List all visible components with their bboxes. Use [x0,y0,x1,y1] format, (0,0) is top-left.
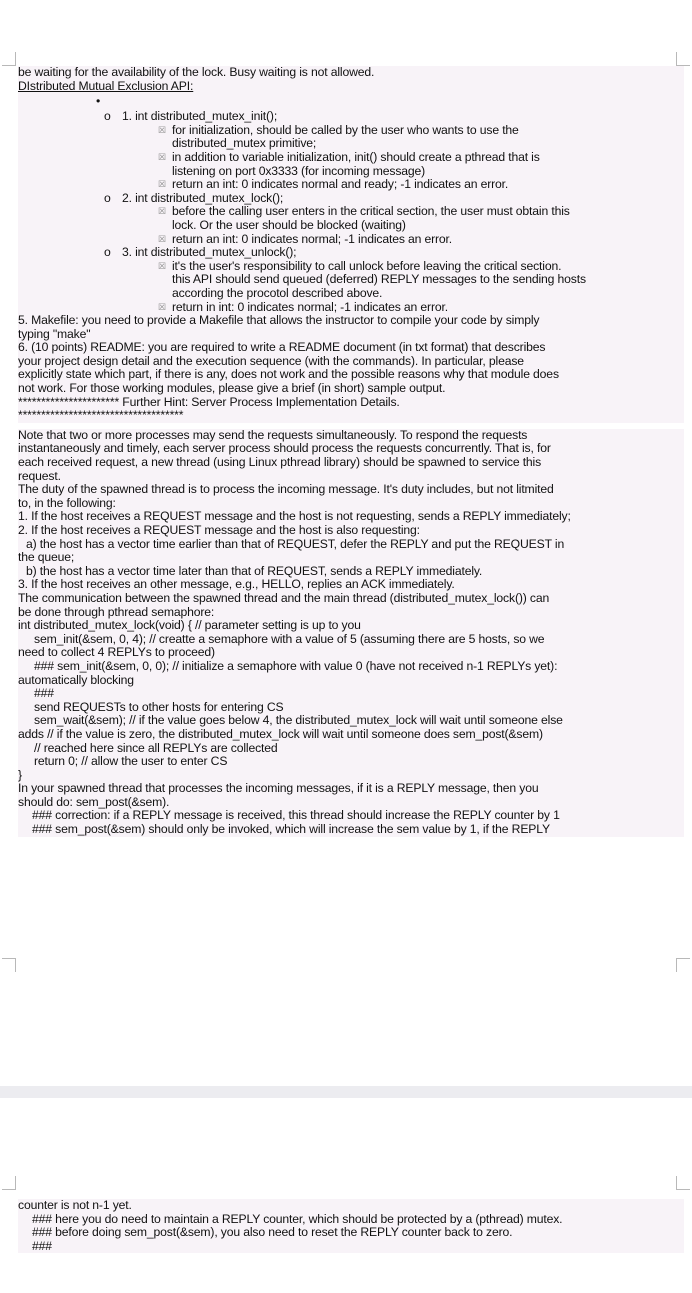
checkbox-bullet-icon: ☒ [158,301,166,312]
text-line: b) the host has a vector time later than that of REQUEST, sends a REPLY immediately. [18,565,684,579]
api-detail: ☒ it's the user's responsibility to call unlock before leaving the critical section. [18,260,684,274]
text-line: 3. If the host receives an other message, e.g., HELLO, replies an ACK immediately. [18,578,684,592]
text-line: the queue; [18,551,684,565]
api-detail: ☒ return an int: 0 indicates normal; -1 indicates an error. [18,233,684,247]
text-line: The duty of the spawned thread is to process the incoming message. It's duty includes, but not litmited [18,483,684,497]
text-line: explicitly state which part, if there is any, does not work and the possible reasons why that module does [18,368,684,382]
checkbox-bullet-icon: ☒ [158,124,166,135]
checkbox-bullet-icon: ☒ [158,260,166,271]
text-line: In your spawned thread that processes the incoming messages, if it is a REPLY message, then you [18,782,684,796]
code-line: sem_wait(&sem); // if the value goes below 4, the distributed_mutex_lock will wait until someone else [18,714,684,728]
api-detail-cont: listening on port 0x3333 (for incoming message) [18,165,684,179]
crop-mark [2,52,16,66]
text-line: ### [18,1240,684,1254]
code-line: ### sem_init(&sem, 0, 0); // initialize a semaphore with value 0 (have not received n-1 REPLYs yet): [18,660,684,674]
circle-bullet-icon: o [104,191,111,205]
checkbox-bullet-icon: ☒ [158,206,166,217]
text-line: your project design detail and the execution sequence (with the commands). In particular, please [18,355,684,369]
api-detail-cont: distributed_mutex primitive; [18,137,684,151]
api-detail: ☒ return an int: 0 indicates normal and ready; -1 indicates an error. [18,178,684,192]
api-detail-cont: according the procotol described above. [18,287,684,301]
text-line: each received request, a new thread (using Linux pthread library) should be spawned to service this [18,456,684,470]
page-separator [0,1086,692,1098]
text-line: ### before doing sem_post(&sem), you also need to reset the REPLY counter back to zero. [18,1226,684,1240]
text-line: request. [18,470,684,484]
bullet-icon: • [96,94,101,109]
api-detail-cont: lock. Or the user should be blocked (waiting) [18,219,684,233]
text-line: a) the host has a vector time earlier than that of REQUEST, defer the REPLY and put the REQUEST in [18,538,684,552]
api-detail: ☒ in addition to variable initialization, init() should create a pthread that is [18,151,684,165]
document-page-2 [0,1098,692,1293]
code-line: ### [18,687,684,701]
text-line: The communication between the spawned thread and the main thread (distributed_mutex_lock()) can [18,592,684,606]
page-2-text [18,1199,684,1253]
text-line: instantaneously and timely, each server process should process the requests concurrently. That is, for [18,442,684,456]
code-line: need to collect 4 REPLYs to proceed) [18,646,684,660]
hint-heading: ********************** Further Hint: Server Process Implementation Details. [18,396,684,410]
code-line: int distributed_mutex_lock(void) { // parameter setting is up to you [18,619,684,633]
text-line: ### sem_post(&sem) should only be invoked, which will increase the sem value by 1, if the REPLY [18,823,684,837]
text-line: should do: sem_post(&sem). [18,796,684,810]
api-detail: ☒ before the calling user enters in the critical section, the user must obtain this [18,205,684,219]
section-heading: DIstributed Mutual Exclusion API: [18,80,684,94]
circle-bullet-icon: o [104,246,111,260]
code-line: } [18,769,684,783]
code-line: automatically blocking [18,674,684,688]
text-line: be done through pthread semaphore: [18,606,684,620]
crop-mark [2,1176,16,1190]
text-line: ### correction: if a REPLY message is received, this thread should increase the REPLY counter by 1 [18,809,684,823]
text-line: 2. If the host receives a REQUEST message and the host is also requesting: [18,524,684,538]
text-line: typing "make" [18,328,684,342]
api-detail: ☒ return in int: 0 indicates normal; -1 indicates an error. [18,301,684,315]
crop-mark [2,958,16,972]
api-detail: ☒ for initialization, should be called by the user who wants to use the [18,124,684,138]
text-line: 6. (10 points) README: you are required to write a README document (in txt format) that describes [18,341,684,355]
checkbox-bullet-icon: ☒ [158,179,166,190]
api-item: o 1. int distributed_mutex_init(); [18,110,684,124]
text-line: to, in the following: [18,497,684,511]
code-line: send REQUESTs to other hosts for entering CS [18,701,684,715]
code-line: sem_init(&sem, 0, 4); // creatte a semaphore with a value of 5 (assuming there are 5 hosts, so we [18,633,684,647]
crop-mark [676,52,690,66]
code-line: adds // if the value is zero, the distributed_mutex_lock will wait until someone does sem_post(&sem) [18,728,684,742]
checkbox-bullet-icon: ☒ [158,151,166,162]
code-line: return 0; // allow the user to enter CS [18,755,684,769]
bullet-line [18,93,684,110]
text-line: be waiting for the availability of the lock. Busy waiting is not allowed. [18,66,684,80]
crop-mark [676,958,690,972]
text-line: 1. If the host receives a REQUEST message and the host is not requesting, sends a REPLY immediately; [18,510,684,524]
checkbox-bullet-icon: ☒ [158,233,166,244]
text-line: 5. Makefile: you need to provide a Makefile that allows the instructor to compile your code by simply [18,314,684,328]
circle-bullet-icon: o [104,110,111,124]
text-line: counter is not n-1 yet. [18,1199,684,1213]
api-detail-cont: this API should send queued (deferred) REPLY messages to the sending hosts [18,273,684,287]
code-line: // reached here since all REPLYs are collected [18,742,684,756]
crop-mark [676,1176,690,1190]
api-item: o 3. int distributed_mutex_unlock(); [18,246,684,260]
api-item: o 2. int distributed_mutex_lock(); [18,192,684,206]
asterisk-rule: ************************************ [18,409,684,423]
text-line: ### here you do need to maintain a REPLY counter, which should be protected by a (pthread) mutex. [18,1213,684,1227]
text-line: not work. For those working modules, please give a brief (in short) sample output. [18,382,684,396]
text-line: Note that two or more processes may send the requests simultaneously. To respond the requests [18,429,684,443]
page-1-text [18,66,684,837]
